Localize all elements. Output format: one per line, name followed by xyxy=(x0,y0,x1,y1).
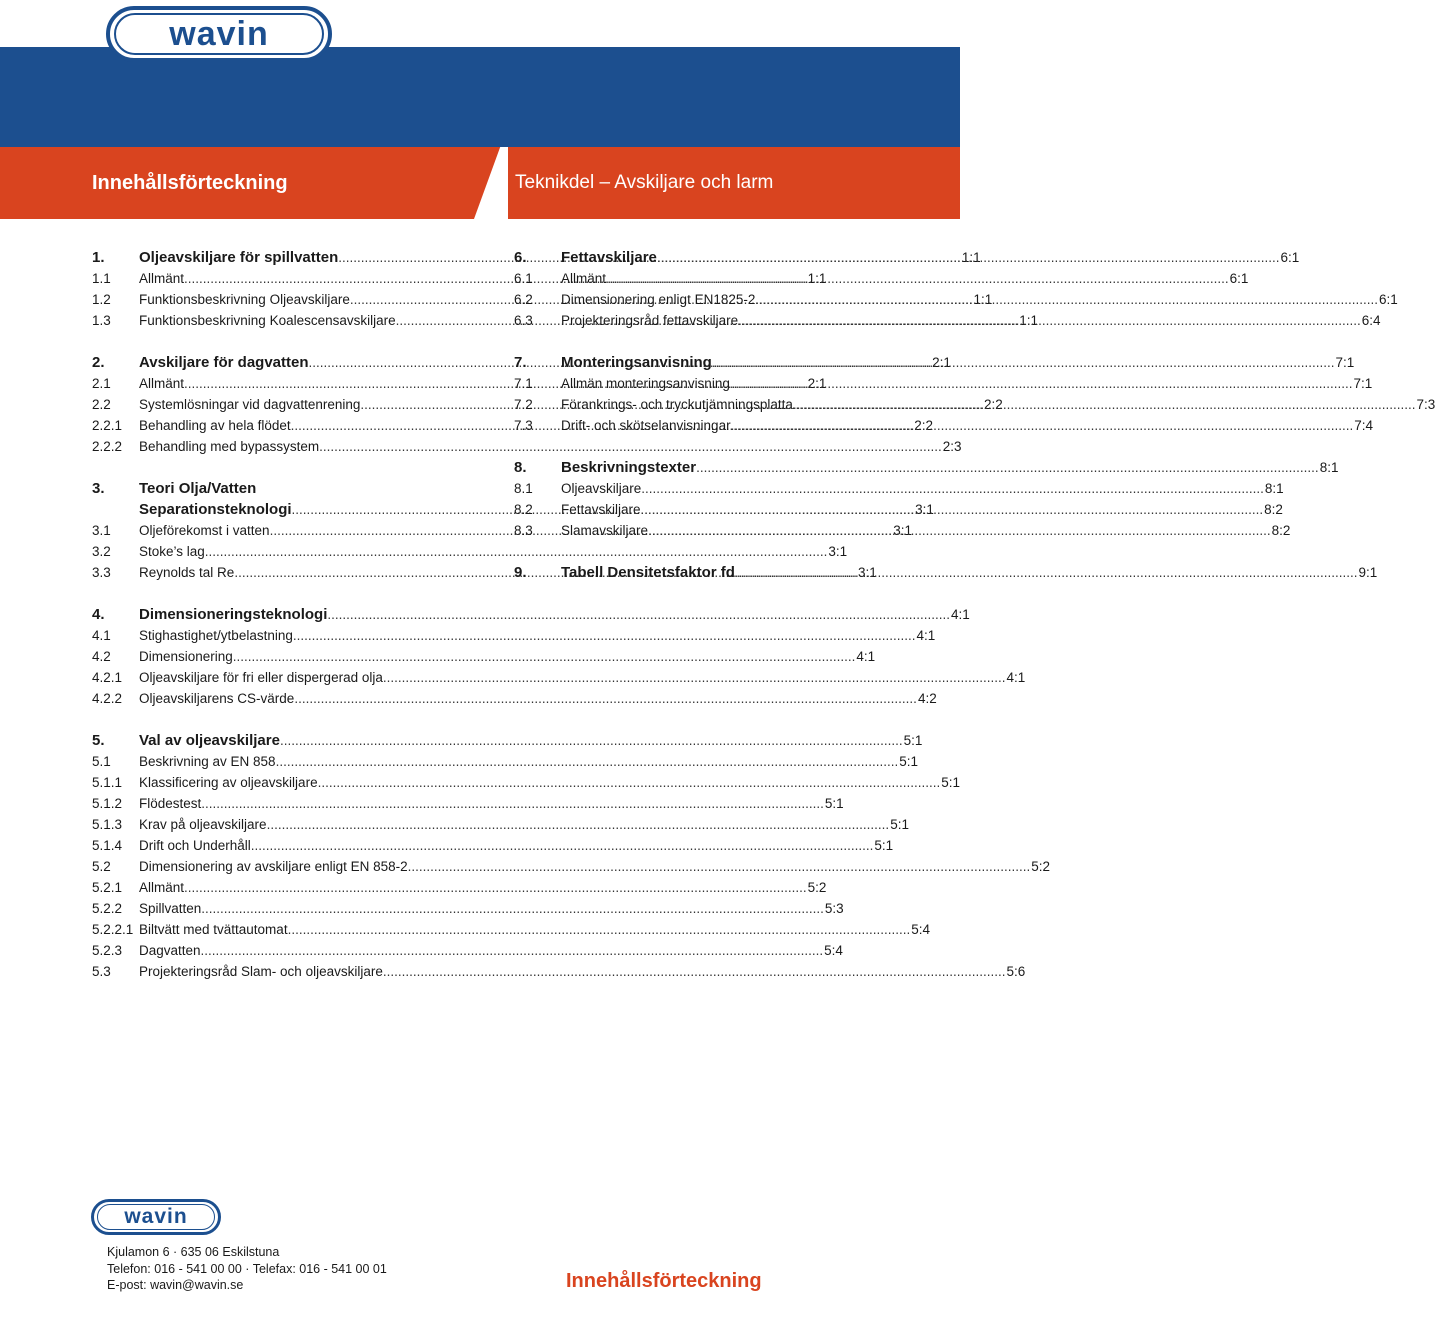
toc-entry-page: 5:1 xyxy=(941,775,960,790)
toc-entry-title: Behandling av hela flödet xyxy=(139,418,291,433)
toc-leader-dots xyxy=(184,877,807,898)
toc-entry-title: Stighastighet/ytbelastning xyxy=(139,628,293,643)
toc-entry-page: 5:6 xyxy=(1006,964,1026,979)
toc-entry-page: 5:4 xyxy=(824,943,843,958)
toc-entry-number: 4.1 xyxy=(92,628,111,643)
toc-entry-page: 5:3 xyxy=(824,901,844,916)
toc-entry-title: Dimensionering av avskiljare enligt EN 858-2 xyxy=(139,859,408,874)
toc-entry-page: 7:1 xyxy=(1353,376,1373,391)
toc-entry xyxy=(92,751,918,772)
toc-entry-page: 1:1 xyxy=(961,250,981,265)
toc-entry xyxy=(92,898,844,919)
toc-leader-dots xyxy=(293,625,916,646)
toc-entry-page: 4:2 xyxy=(917,691,937,706)
toc-entry-page: 5:2 xyxy=(1031,859,1051,874)
toc-entry xyxy=(92,793,844,814)
toc-entry-number: 5.1.1 xyxy=(92,775,123,790)
toc-leader-dots xyxy=(657,247,1280,268)
toc-entry-number: 5.2.3 xyxy=(92,943,123,958)
toc-leader-dots xyxy=(288,919,911,940)
toc-entry-number: 5.1.4 xyxy=(92,838,123,853)
toc-entry xyxy=(92,604,970,625)
toc-leader-dots xyxy=(408,856,1031,877)
toc-entry-number: 7. xyxy=(514,354,527,371)
toc-entry-title: Dimensionering xyxy=(139,649,233,664)
toc-entry-number: 8.3 xyxy=(514,523,533,538)
toc-entry-title: Reynolds tal Re xyxy=(139,565,235,580)
toc-entry-number: 5.2 xyxy=(92,859,111,874)
toc-entry xyxy=(92,835,894,856)
toc-section xyxy=(92,604,1026,709)
toc-entry-title: Flödestest xyxy=(139,796,202,811)
toc-leader-dots xyxy=(755,289,1378,310)
toc-entry-title: Oljeförekomst i vatten xyxy=(139,523,270,538)
toc-entry xyxy=(514,562,1378,583)
wavin-logo-text: wavin xyxy=(169,14,269,53)
toc-leader-dots xyxy=(201,793,824,814)
toc-entry-title: Teori Olja/Vatten xyxy=(139,480,257,497)
toc-entry-number: 1.3 xyxy=(92,313,111,328)
toc-leader-dots xyxy=(731,415,1354,436)
toc-entry-title: Fettavskiljare xyxy=(561,502,641,517)
toc-entry xyxy=(92,856,1051,877)
toc-entry-page: 2:1 xyxy=(807,376,827,391)
toc-leader-dots xyxy=(383,667,1006,688)
toc-entry-page: 7:3 xyxy=(1416,397,1435,412)
toc-entry-number: 8.2 xyxy=(514,502,533,517)
toc-entry xyxy=(92,940,843,961)
toc-entry-number: 9. xyxy=(514,564,527,581)
toc-entry-number: 5.1.2 xyxy=(92,796,123,811)
toc-entry-page: 8:1 xyxy=(1264,481,1284,496)
toc-entry-number: 1. xyxy=(92,249,105,266)
toc-leader-dots xyxy=(201,898,824,919)
toc-entry-title: Biltvätt med tvättautomat xyxy=(139,922,288,937)
toc-entry-page: 7:4 xyxy=(1354,418,1373,433)
toc-entry xyxy=(92,814,909,835)
toc-entry-number: 7.1 xyxy=(514,376,533,391)
toc-entry-title: Val av oljeavskiljare xyxy=(139,732,280,749)
toc-entry-title: Behandling med bypassystem xyxy=(139,439,320,454)
toc-entry-title: Oljeavskiljare för fri eller dispergerad olja xyxy=(139,670,383,685)
toc-entry-title: Dimensionering enligt EN1825-2 xyxy=(561,292,756,307)
toc-entry-title: Fettavskiljare xyxy=(561,249,657,266)
toc-entry-title: Dagvatten xyxy=(139,943,201,958)
toc-leader-dots xyxy=(251,835,874,856)
toc-entry-page: 4:1 xyxy=(950,607,970,622)
toc-entry-page: 5:4 xyxy=(911,922,930,937)
toc-entry-number: 8. xyxy=(514,459,527,476)
toc-entry-title: Slamavskiljare xyxy=(561,523,649,538)
footer-title: Innehållsförteckning xyxy=(566,1270,762,1292)
toc-entry-page: 6:1 xyxy=(1280,250,1300,265)
toc-entry-page: 2:3 xyxy=(942,439,962,454)
toc-entry-title: Drift och Underhåll xyxy=(139,838,251,853)
toc-leader-dots xyxy=(606,268,1229,289)
toc-entry xyxy=(92,688,937,709)
toc-leader-dots xyxy=(735,562,1358,583)
toc-entry xyxy=(514,373,1373,394)
toc-entry-page: 5:1 xyxy=(824,796,844,811)
toc-entry-page: 3:1 xyxy=(893,523,912,538)
footer-address xyxy=(107,1244,387,1294)
toc-entry-title: Stoke’s lag xyxy=(139,544,205,559)
toc-entry xyxy=(514,478,1284,499)
toc-entry-page: 5:1 xyxy=(899,754,918,769)
wavin-footer-logo-text: wavin xyxy=(124,1205,188,1228)
toc-entry-page: 4:1 xyxy=(1006,670,1026,685)
toc-entry xyxy=(514,268,1249,289)
toc-entry-page: 7:1 xyxy=(1335,355,1355,370)
toc-entry-number: 4.2.1 xyxy=(92,670,123,685)
toc-leader-dots xyxy=(327,604,950,625)
toc-entry-number: 3.2 xyxy=(92,544,111,559)
toc-entry-title: Projekteringsråd fettavskiljare xyxy=(561,313,739,328)
toc-entry-number: 1.1 xyxy=(92,271,111,286)
toc-entry-number: 2.2.1 xyxy=(92,418,123,433)
wavin-logo xyxy=(106,6,332,62)
toc-entry-title: Krav på oljeavskiljare xyxy=(139,817,267,832)
toc-entry-number: 8.1 xyxy=(514,481,533,496)
toc-entry-number: 5.2.2 xyxy=(92,901,123,916)
toc-entry-page: 2:2 xyxy=(984,397,1003,412)
toc-entry-page: 9:1 xyxy=(1358,565,1378,580)
toc-leader-dots xyxy=(648,520,1271,541)
toc-entry-title: Avskiljare för dagvatten xyxy=(139,354,309,371)
toc-entry-page: 8:2 xyxy=(1271,523,1291,538)
toc-entry-title: Allmänt xyxy=(139,376,185,391)
toc-entry-number: 4.2 xyxy=(92,649,111,664)
toc-entry-number: 3.3 xyxy=(92,565,111,580)
toc-entry-number: 7.2 xyxy=(514,397,533,412)
toc-leader-dots xyxy=(730,373,1353,394)
toc-leader-dots xyxy=(318,772,941,793)
toc-entry xyxy=(92,667,1026,688)
toc-entry xyxy=(92,919,930,940)
toc-entry-page: 5:1 xyxy=(890,817,909,832)
toc-entry xyxy=(92,961,1026,982)
toc-entry-title: Projekteringsråd Slam- och oljeavskiljare xyxy=(139,964,383,979)
toc-entry xyxy=(514,457,1339,478)
toc-entry-number: 5.3 xyxy=(92,964,111,979)
toc-entry-page: 5:2 xyxy=(807,880,827,895)
toc-entry-title: Dimensioneringsteknologi xyxy=(139,606,328,623)
toc-entry-title: Oljeavskiljare för spillvatten xyxy=(139,249,339,266)
page-title: Innehållsförteckning xyxy=(92,172,288,194)
toc-entry-page: 6:4 xyxy=(1361,313,1381,328)
toc-leader-dots xyxy=(641,478,1264,499)
footer-address-email: E-post: wavin@wavin.se xyxy=(107,1278,244,1292)
toc-entry-number: 2.2.2 xyxy=(92,439,123,454)
toc-entry-title: Spillvatten xyxy=(139,901,202,916)
toc-leader-dots xyxy=(276,751,899,772)
toc-entry-title: Monteringsanvisning xyxy=(561,354,712,371)
toc-entry-title: Drift- och skötselanvisningar xyxy=(561,418,731,433)
toc-leader-dots xyxy=(280,730,903,751)
toc-leader-dots xyxy=(267,814,890,835)
toc-entry-page: 6:1 xyxy=(1378,292,1398,307)
wavin-logo-inner xyxy=(114,13,324,55)
toc-entry-page: 3:1 xyxy=(828,544,848,559)
toc-leader-dots xyxy=(641,499,1264,520)
toc-entry-page: 8:1 xyxy=(1319,460,1339,475)
toc-entry-title: Förankrings- och tryckutjämningsplatta xyxy=(561,397,793,412)
toc-entry-page: 2:2 xyxy=(914,418,934,433)
toc-entry-title: Oljeavskiljarens CS-värde xyxy=(139,691,295,706)
document-subtitle: Teknikdel – Avskiljare och larm xyxy=(515,172,774,193)
toc-entry-page: 5:1 xyxy=(874,838,894,853)
toc-leader-dots xyxy=(712,352,1335,373)
toc-entry-page: 1:1 xyxy=(1019,313,1039,328)
toc-leader-dots xyxy=(383,961,1006,982)
toc-entry-number: 3.1 xyxy=(92,523,111,538)
toc-entry-title: Oljeavskiljare xyxy=(561,481,642,496)
toc-entry-number: 4.2.2 xyxy=(92,691,123,706)
toc-leader-dots xyxy=(696,457,1319,478)
toc-entry-page: 5:1 xyxy=(903,733,923,748)
wavin-footer-logo xyxy=(91,1199,221,1235)
toc-entry-page: 8:2 xyxy=(1264,502,1283,517)
toc-leader-dots xyxy=(294,688,917,709)
toc-entry-number: 3. xyxy=(92,480,105,497)
toc-entry-title: Klassificering av oljeavskiljare xyxy=(139,775,318,790)
toc-entry-page: 1:1 xyxy=(807,271,827,286)
toc-entry xyxy=(92,877,827,898)
toc-entry-number: 6.1 xyxy=(514,271,533,286)
toc-entry-page: 4:1 xyxy=(856,649,876,664)
toc-entry-number: 5.2.2.1 xyxy=(92,922,134,937)
toc-entry-number: 5.2.1 xyxy=(92,880,123,895)
toc-entry-title: Beskrivning av EN 858 xyxy=(139,754,276,769)
toc-entry-number: 6. xyxy=(514,249,527,266)
toc-entry-title: Systemlösningar vid dagvattenrening xyxy=(139,397,361,412)
toc-entry xyxy=(92,478,458,499)
toc-entry-title: Funktionsbeskrivning Oljeavskiljare xyxy=(139,292,350,307)
toc-entry-number: 1.2 xyxy=(92,292,111,307)
toc-entry-page: 6:1 xyxy=(1229,271,1249,286)
toc-entry-title: Allmänt xyxy=(139,271,185,286)
toc-entry-title: Allmän monteringsanvisning xyxy=(561,376,730,391)
toc-entry-number: 2.2 xyxy=(92,397,111,412)
toc-section xyxy=(92,730,1051,982)
toc-entry-number: 5.1 xyxy=(92,754,111,769)
toc-entry-title: Beskrivningstexter xyxy=(561,459,697,476)
toc-entry xyxy=(92,436,962,457)
toc-leader-dots xyxy=(233,646,856,667)
toc-entry xyxy=(92,730,923,751)
toc-entry-title: Allmänt xyxy=(561,271,607,286)
toc-entry-number: 6.2 xyxy=(514,292,533,307)
toc-entry-title: Funktionsbeskrivning Koalescensavskiljare xyxy=(139,313,396,328)
toc-entry-number: 2.1 xyxy=(92,376,111,391)
toc-entry-page: 2:1 xyxy=(932,355,951,370)
toc-entry xyxy=(92,646,876,667)
toc-entry xyxy=(92,772,960,793)
toc-entry-number: 7.3 xyxy=(514,418,533,433)
toc-entry-number: 2. xyxy=(92,354,105,371)
toc-entry-page: 3:1 xyxy=(915,502,934,517)
toc-leader-dots xyxy=(201,940,824,961)
footer-address-phone: Telefon: 016 - 541 00 00 · Telefax: 016 - 541 00 01 xyxy=(107,1261,387,1276)
toc-entry-title: Separationsteknologi xyxy=(139,501,292,518)
toc-entry xyxy=(92,541,848,562)
toc-entry xyxy=(92,625,936,646)
toc-section xyxy=(514,562,1378,583)
wavin-footer-logo-inner xyxy=(97,1204,215,1230)
toc-entry-number: 5.1.3 xyxy=(92,817,123,832)
toc-leader-dots xyxy=(738,310,1361,331)
toc-entry-page: 4:1 xyxy=(916,628,936,643)
toc-entry-number: 5. xyxy=(92,732,105,749)
toc-entry-number: 6.3 xyxy=(514,313,533,328)
toc-entry-page: 1:1 xyxy=(973,292,993,307)
toc-entry-title: Tabell Densitetsfaktor fd xyxy=(561,564,735,581)
blue-header-band xyxy=(0,47,960,147)
footer-address-street: Kjulamon 6 · 635 06 Eskilstuna xyxy=(107,1245,280,1259)
toc-leader-dots xyxy=(793,394,1416,415)
toc-entry-page: 3:1 xyxy=(857,565,877,580)
toc-entry-title: Allmänt xyxy=(139,880,185,895)
toc-entry-number: 4. xyxy=(92,606,105,623)
